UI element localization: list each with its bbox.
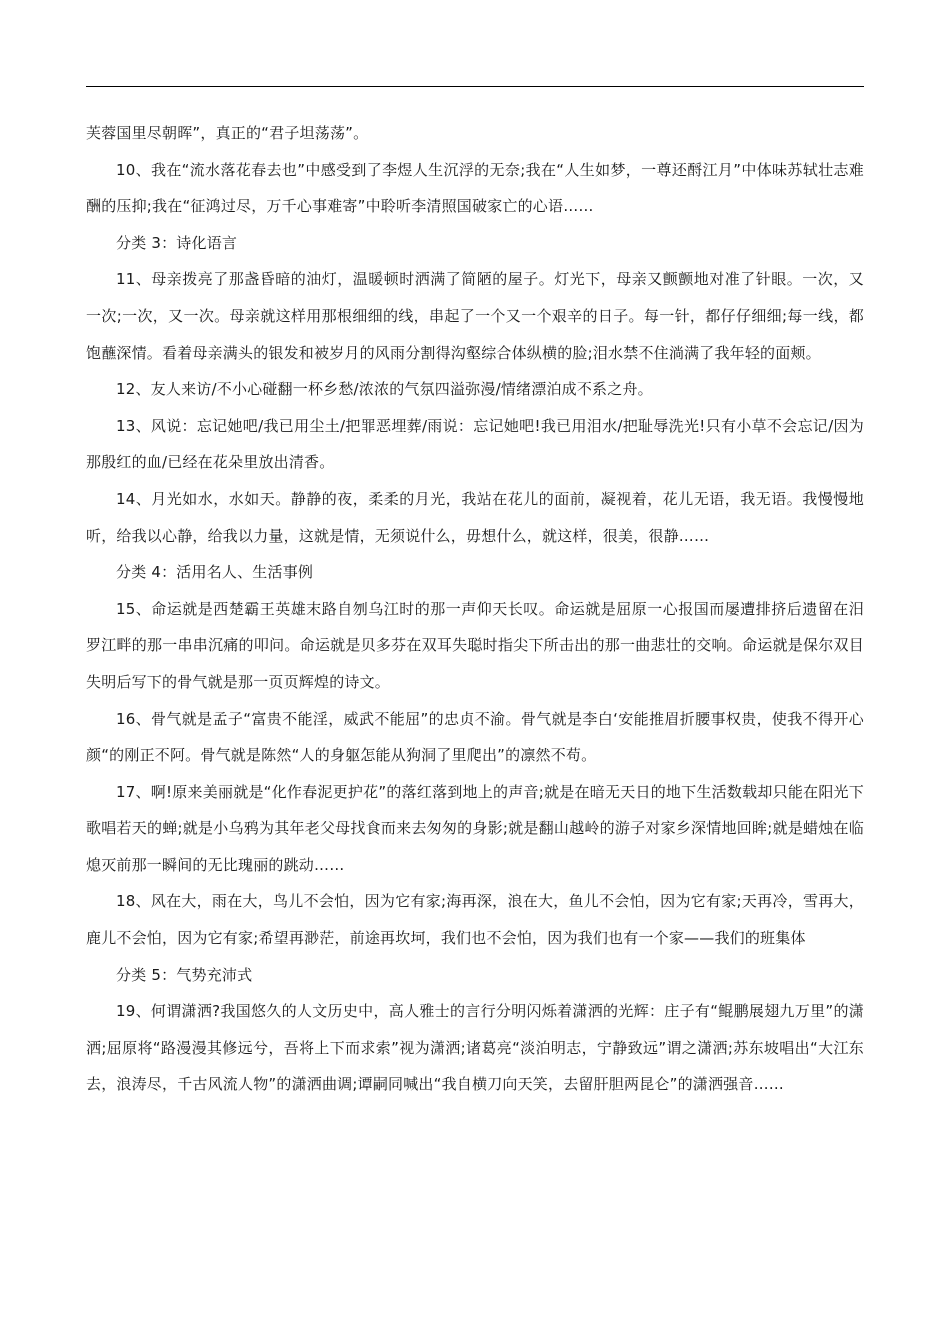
- section-heading: 分类 3：诗化语言: [116, 233, 238, 252]
- document-page: [86, 86, 864, 1103]
- paragraph: 19、何谓潇洒?我国悠久的人文历史中，高人雅士的言行分明闪烁着潇洒的光辉：庄子有“鲲鹏展翅九万里”的潇洒;屈原将“路漫漫其修远兮，吾将上下而求索”视为潇洒;诸葛亮“淡泊明志，宁静致远”谓之潇洒;苏东坡唱出“大江东去，浪涛尽，千古风流人物”的潇洒曲调;谭嗣同喊出“我自横刀向天笑，去留肝胆两昆仑”的潇洒强音……: [86, 1002, 864, 1094]
- paragraph: 16、骨气就是孟子“富贵不能淫，威武不能屈”的忠贞不渝。骨气就是李白‘安能推眉折腰事权贵，使我不得开心颜“的刚正不阿。骨气就是陈然“人的身躯怎能从狗洞了里爬出”的凛然不苟。: [86, 709, 864, 765]
- paragraph: 14、月光如水，水如天。静静的夜，柔柔的月光，我站在花儿的面前，凝视着，花儿无语，我无语。我慢慢地听，给我以心静，给我以力量，这就是情，无须说什么，毋想什么，就这样，很美，很静……: [86, 489, 864, 545]
- paragraph: 15、命运就是西楚霸王英雄末路自刎乌江时的那一声仰天长叹。命运就是屈原一心报国而屡遭排挤后遗留在汨罗江畔的那一串串沉痛的叩问。命运就是贝多芬在双耳失聪时指尖下所击出的那一曲悲壮的交响。命运就是保尔双目失明后写下的骨气就是那一页页辉煌的诗文。: [86, 599, 864, 691]
- section-heading: 分类 4：活用名人、生活事例: [116, 563, 314, 582]
- paragraph: 12、友人来访/不小心碰翻一杯乡愁/浓浓的气氛四溢弥漫/情绪漂泊成不系之舟。: [116, 380, 653, 399]
- paragraph: 18、风在大，雨在大，鸟儿不会怕，因为它有家;海再深，浪在大，鱼儿不会怕，因为它有家;天再冷，雪再大，鹿儿不会怕，因为它有家;希望再渺茫，前途再坎坷，我们也不会怕，因为我们也有一个家——我们的班集体: [86, 892, 864, 948]
- paragraph: 13、风说：忘记她吧/我已用尘土/把罪恶埋葬/雨说：忘记她吧!我已用泪水/把耻辱洗光!只有小草不会忘记/因为那殷红的血/已经在花朵里放出清香。: [86, 416, 864, 472]
- paragraph: 10、我在“流水落花春去也”中感受到了李煜人生沉浮的无奈;我在“人生如梦，一尊还酹江月”中体味苏轼壮志难酬的压抑;我在“征鸿过尽，万千心事难寄”中聆听李清照国破家亡的心语……: [86, 160, 864, 216]
- paragraph: 17、啊!原来美丽就是“化作春泥更护花”的落红落到地上的声音;就是在暗无天日的地下生活数载却只能在阳光下歌唱若天的蝉;就是小乌鸦为其年老父母找食而来去匆匆的身影;就是翻山越岭的游子对家乡深情地回眸;就是蜡烛在临熄灭前那一瞬间的无比瑰丽的跳动……: [86, 782, 864, 874]
- section-heading: 分类 5：气势充沛式: [116, 965, 253, 984]
- document-body: [86, 115, 864, 1103]
- continued-paragraph: 芙蓉国里尽朝晖”，真正的“君子坦荡荡”。: [86, 124, 369, 142]
- header-rule: [86, 86, 864, 87]
- paragraph: 11、母亲拨亮了那盏昏暗的油灯，温暖顿时洒满了简陋的屋子。灯光下，母亲又颤颤地对准了针眼。一次，又一次;一次，又一次。母亲就这样用那根细细的线，串起了一个又一个艰辛的日子。每一针，都仔仔细细;每一线，都饱蘸深情。看着母亲满头的银发和被岁月的风雨分割得沟壑综合体纵横的脸;泪水禁不住淌满了我年轻的面颊。: [86, 270, 864, 362]
